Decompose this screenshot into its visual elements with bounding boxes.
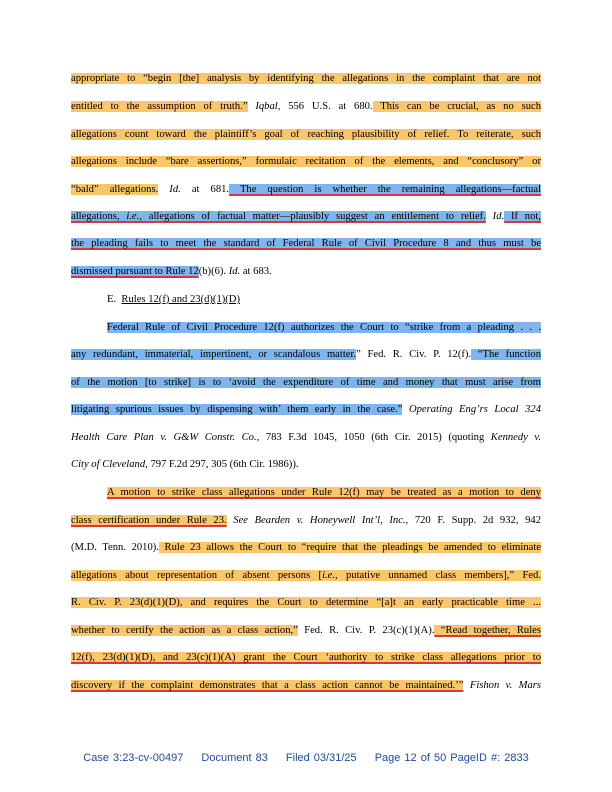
case-citation: Id. [158, 184, 181, 195]
page-footer [0, 752, 612, 764]
text-line[interactable] [71, 510, 541, 532]
highlighted-underlined-text[interactable]: The question is whether the remaining allegations—factual [229, 184, 541, 195]
case-citation: Fishon v. Mars [463, 680, 541, 691]
text-line[interactable] [71, 592, 541, 614]
highlighted-underlined-text[interactable]: allegations, i.e., allegations of factual matter—plausibly suggest an entitlement to relief. [71, 211, 486, 222]
highlighted-text[interactable]: allegations about representation of absent persons [i.e., putative unnamed class members],” Fed. [71, 570, 541, 581]
text-line[interactable] [71, 399, 541, 421]
case-citation: Operating Eng’rs Local 324 [402, 404, 541, 415]
footer-case-number: Case 3:23-cv-00497 [83, 752, 184, 764]
highlighted-underlined-text[interactable]: 12(f), 23(d)(1)(D), and 23(c)(1)(A) grant the Court ‘authority to strike class allegations prior to [71, 652, 541, 663]
section-heading [107, 289, 240, 311]
text-line[interactable] [71, 206, 541, 228]
citation-text: (b)(6). [198, 266, 227, 277]
text-line[interactable] [71, 647, 541, 669]
highlighted-underlined-text[interactable]: class certification under Rule 23. [71, 515, 227, 526]
case-citation: City of Cleveland [71, 459, 146, 470]
text-line[interactable] [71, 427, 541, 449]
case-citation: Id. [485, 211, 505, 222]
footer-filed-date: Filed 03/31/25 [285, 752, 357, 764]
case-citation: Health Care Plan v. G&W Constr. Co. [71, 432, 257, 443]
text-line[interactable] [107, 317, 541, 339]
highlighted-text[interactable]: “The function [471, 349, 541, 360]
highlighted-text[interactable]: allegations include “bare assertions,” formulaic recitation of the elements, and “conclusory” or [71, 156, 541, 167]
highlighted-text[interactable]: “bald” allegations. [71, 184, 159, 195]
text-line[interactable] [71, 565, 541, 587]
citation-text: 556 U.S. at 680. [280, 101, 373, 112]
text-line[interactable] [71, 124, 541, 146]
citation-text: (M.D. Tenn. 2010). [71, 542, 159, 553]
highlighted-text[interactable]: Rule 23 allows the Court to “require that the pleadings be amended to eliminate [158, 542, 541, 553]
citation-text: , 720 F. Supp. 2d 932, 942 [405, 515, 541, 526]
highlighted-text[interactable]: allegations count toward the plaintiff’s goal of reaching plausibility of relief. To reiterate, such [71, 129, 541, 140]
highlighted-underlined-text[interactable]: discovery if the complaint demonstrates that a class action cannot be maintained.’” [71, 680, 464, 691]
text-line[interactable] [71, 344, 541, 366]
highlighted-text[interactable]: of the motion [to strike] is to ‘avoid the expenditure of time and money that must arise from [71, 377, 541, 388]
case-citation: Id. [226, 266, 241, 277]
highlighted-text[interactable]: R. Civ. P. 23(d)(1)(D), and requires the Court to determine “[a]t an early practicable time ... [71, 597, 541, 608]
citation-text: , 797 F.2d 297, 305 (6th Cir. 1986)). [145, 459, 299, 470]
case-citation: See Bearden v. Honeywell Int’l, Inc. [226, 515, 406, 526]
citation-text: at 683. [240, 266, 272, 277]
text-line[interactable] [71, 233, 541, 255]
highlighted-text[interactable]: This can be crucial, as no such [372, 101, 541, 112]
footer-page-info: Page 12 of 50 PageID #: 2833 [374, 752, 529, 764]
text-line[interactable] [71, 151, 541, 173]
highlighted-text[interactable]: Federal Rule of Civil Procedure 12(f) authorizes the Court to “strike from a pleading . . . [107, 322, 541, 333]
text-line[interactable] [71, 96, 541, 118]
highlighted-underlined-text[interactable]: the pleading fails to meet the standard of Federal Rule of Civil Procedure 8 and thus must be [71, 238, 541, 249]
highlighted-underlined-text[interactable]: “Read together, Rules [434, 625, 541, 636]
text-line[interactable] [71, 537, 541, 559]
text-line[interactable] [71, 675, 541, 697]
highlighted-text[interactable]: any redundant, immaterial, impertinent, or scandalous matter. [71, 349, 357, 360]
highlighted-text[interactable]: entitled to the assumption of truth.” [71, 101, 248, 112]
text-line[interactable] [71, 372, 541, 394]
text-line[interactable] [71, 454, 541, 476]
text-line[interactable] [71, 68, 541, 90]
highlighted-underlined-text[interactable]: A motion to strike class allegations under Rule 12(f) may be treated as a motion to deny [107, 487, 541, 498]
section-title: Rules 12(f) and 23(d)(1)(D) [121, 294, 240, 305]
text-line[interactable] [107, 482, 541, 504]
case-citation: Kennedy v. [484, 432, 541, 443]
text-line[interactable] [71, 179, 541, 201]
text-line[interactable] [71, 261, 541, 283]
section-letter: E. [107, 294, 117, 305]
highlighted-text[interactable]: litigating spurious issues by dispensing with’ them early in the case.” [71, 404, 403, 415]
highlighted-text[interactable]: appropriate to “begin [the] analysis by identifying the allegations in the complaint that are not [71, 73, 541, 84]
highlighted-underlined-text[interactable]: If not, [504, 211, 541, 222]
citation-text: at 681. [180, 184, 230, 195]
citation-text: ” Fed. R. Civ. P. 12(f). [356, 349, 472, 360]
case-citation: Iqbal, [255, 101, 281, 112]
highlighted-text[interactable]: whether to certify the action as a class action,” [71, 625, 298, 636]
citation-text: Fed. R. Civ. P. 23(c)(1)(A). [297, 625, 435, 636]
citation-text: , 783 F.3d 1045, 1050 (6th Cir. 2015) (quoting [256, 432, 485, 443]
text-line[interactable] [71, 620, 541, 642]
highlighted-underlined-text[interactable]: dismissed pursuant to Rule 12 [71, 266, 199, 277]
footer-document-number: Document 83 [201, 752, 268, 764]
